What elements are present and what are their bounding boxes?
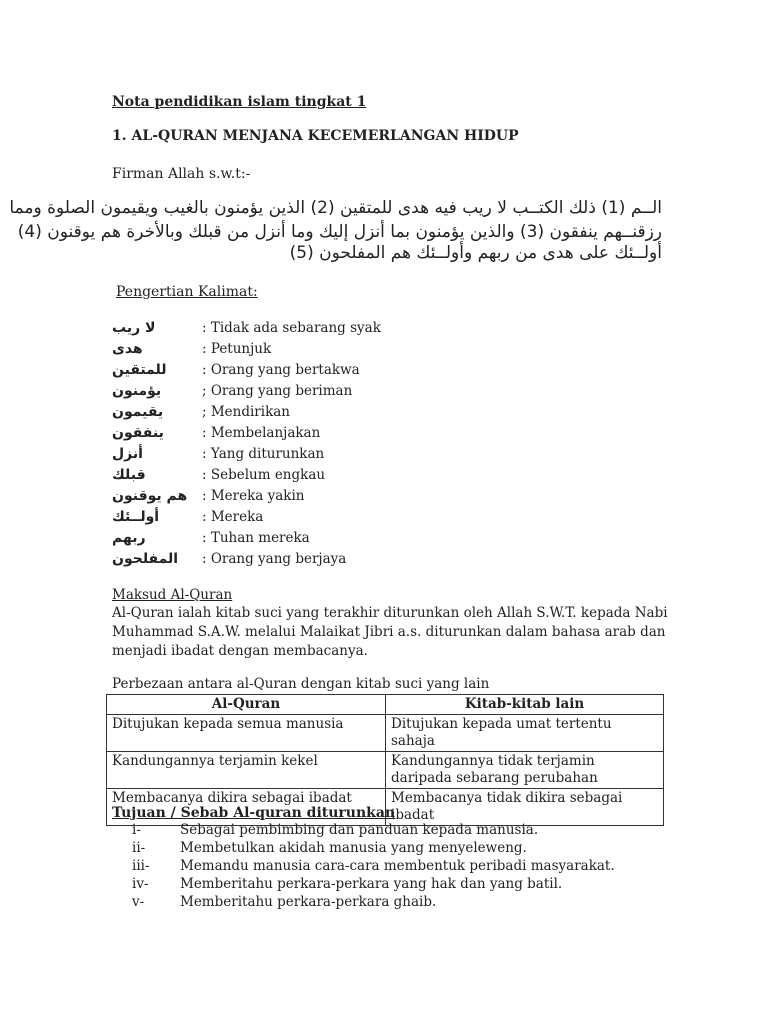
maksud-paragraph <box>112 604 672 661</box>
verse-line-2: رزقنــهم ينفقون (3) والذين يؤمنون بما أنزل إليك وما أنزل من قبلك وبالأخرة هم يوقنون (4) <box>17 222 662 242</box>
table-header-cell: Al-Quran <box>107 695 386 715</box>
vocab-row <box>112 509 532 530</box>
list-item <box>112 822 672 840</box>
section-title: 1. AL-QURAN MENJANA KECEMERLANGAN HIDUP <box>112 128 519 144</box>
vocab-word: المفلحون <box>112 551 179 567</box>
maksud-heading: Maksud Al-Quran <box>112 587 233 603</box>
maksud-line: Al-Quran ialah kitab suci yang terakhir diturunkan oleh Allah S.W.T. kepada Nabi <box>112 605 668 621</box>
vocab-word: ينفقون <box>112 425 164 441</box>
tujuan-heading: Tujuan / Sebab Al-quran diturunkan <box>112 805 396 821</box>
vocab-meaning: : Orang yang bertakwa <box>202 362 360 378</box>
maksud-line: menjadi ibadat dengan membacanya. <box>112 643 368 659</box>
vocab-meaning: : Mereka yakin <box>202 488 305 504</box>
table-cell: Membacanya tidak dikira sebagai ibadat <box>386 789 664 826</box>
vocab-meaning: ; Orang yang beriman <box>202 383 353 399</box>
list-item-number: iii- <box>132 858 150 874</box>
vocab-meaning: : Sebelum engkau <box>202 467 326 483</box>
vocab-row <box>112 446 532 467</box>
verse-line-1: الــم (1) ذلك الكتــب لا ريب فيه هدى للمتقين (2) الذين يؤمنون بالغيب ويقيمون الصلوة ومما <box>9 198 662 218</box>
list-item-text: Sebagai pembimbing dan panduan kepada manusia. <box>180 822 539 838</box>
vocab-word: للمتقين <box>112 362 167 378</box>
verse-intro: Firman Allah s.w.t:- <box>112 166 251 182</box>
vocab-row <box>112 320 532 341</box>
vocab-row <box>112 341 532 362</box>
vocab-meaning: : Membelanjakan <box>202 425 321 441</box>
table-header-row <box>107 695 664 715</box>
vocab-meaning: ; Mendirikan <box>202 404 291 420</box>
vocab-word: هدى <box>112 341 143 357</box>
vocab-row <box>112 488 532 509</box>
table-cell: Ditujukan kepada umat tertentu sahaja <box>386 715 664 752</box>
table-row <box>107 715 664 752</box>
vocab-row <box>112 383 532 404</box>
table-cell: Membacanya dikira sebagai ibadat <box>107 789 386 826</box>
vocab-word: يؤمنون <box>112 383 162 399</box>
vocab-meaning: : Tuhan mereka <box>202 530 310 546</box>
table-cell: Ditujukan kepada semua manusia <box>107 715 386 752</box>
maksud-line: Muhammad S.A.W. melalui Malaikat Jibri a.s. diturunkan dalam bahasa arab dan <box>112 624 666 640</box>
vocab-word: أولــئك <box>112 509 160 525</box>
list-item-text: Memberitahu perkara-perkara yang hak dan yang batil. <box>180 876 563 892</box>
document-title: Nota pendidikan islam tingkat 1 <box>112 94 367 110</box>
vocab-list <box>112 320 532 572</box>
verse-line-3: أولــئك على هدى من ربهم وأولــئك هم المفلحون (5) <box>289 243 662 263</box>
vocab-meaning: : Mereka <box>202 509 264 525</box>
vocab-row <box>112 362 532 383</box>
table-cell: Kandungannya terjamin kekel <box>107 752 386 789</box>
table-cell: Kandungannya tidak terjamin daripada sebarang perubahan <box>386 752 664 789</box>
vocab-row <box>112 551 532 572</box>
vocab-word: قبلك <box>112 467 146 483</box>
vocab-word: هم يوقنون <box>112 488 188 504</box>
table-header-cell: Kitab-kitab lain <box>386 695 664 715</box>
vocab-row <box>112 425 532 446</box>
list-item-number: i- <box>132 822 141 838</box>
list-item-text: Memberitahu perkara-perkara ghaib. <box>180 894 437 910</box>
table-row <box>107 752 664 789</box>
vocab-row <box>112 530 532 551</box>
vocab-meaning: : Orang yang berjaya <box>202 551 347 567</box>
tujuan-list <box>112 822 672 912</box>
vocab-row <box>112 467 532 488</box>
comparison-caption: Perbezaan antara al-Quran dengan kitab suci yang lain <box>112 676 490 692</box>
vocab-word: ربهم <box>112 530 146 546</box>
vocab-word: أنزل <box>112 446 143 462</box>
list-item-text: Membetulkan akidah manusia yang menyeleweng. <box>180 840 527 856</box>
vocab-word: لا ريب <box>112 320 156 336</box>
list-item <box>112 840 672 858</box>
vocab-meaning: : Yang diturunkan <box>202 446 325 462</box>
list-item-number: ii- <box>132 840 146 856</box>
list-item-number: v- <box>132 894 145 910</box>
list-item-text: Memandu manusia cara-cara membentuk peribadi masyarakat. <box>180 858 615 874</box>
list-item <box>112 876 672 894</box>
list-item-number: iv- <box>132 876 149 892</box>
vocab-meaning: : Petunjuk <box>202 341 272 357</box>
list-item <box>112 894 672 912</box>
vocab-word: يقيمون <box>112 404 164 420</box>
list-item <box>112 858 672 876</box>
vocab-row <box>112 404 532 425</box>
vocab-heading: Pengertian Kalimat: <box>116 284 258 300</box>
vocab-meaning: : Tidak ada sebarang syak <box>202 320 381 336</box>
